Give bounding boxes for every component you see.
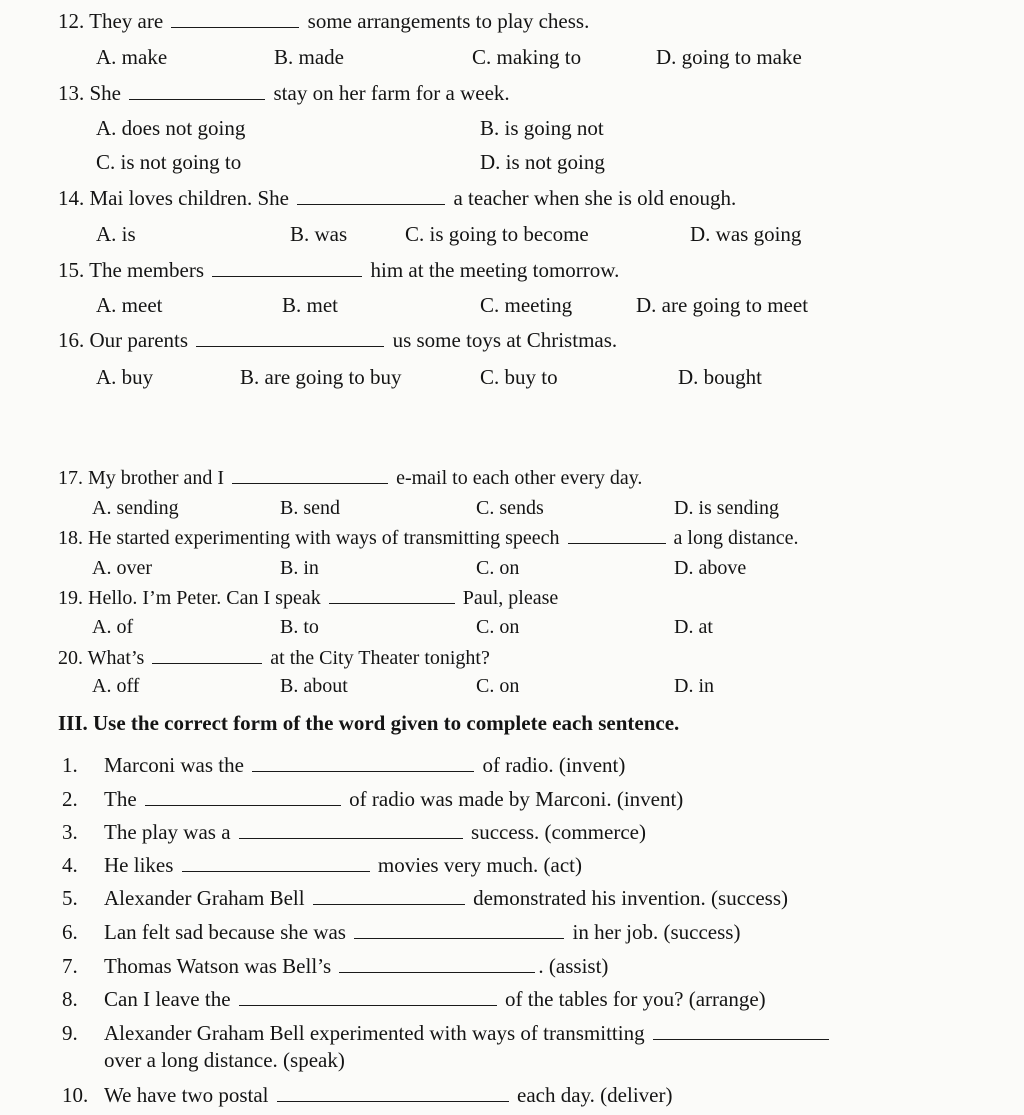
answer-blank[interactable] (339, 954, 535, 973)
option-d[interactable]: D. was going (690, 222, 802, 246)
exercise-text: We have two postal (104, 1083, 269, 1107)
question-16 (58, 327, 617, 353)
exercise-9-continued: over a long distance. (speak) (104, 1048, 345, 1072)
question-13 (58, 80, 510, 106)
question-text: some arrangements to play chess. (307, 9, 590, 33)
exercise-number: 9. (62, 1021, 78, 1045)
question-text: What’s (87, 647, 145, 669)
exercise-text: success. (commerce) (471, 820, 646, 844)
question-number: 13. (58, 81, 85, 105)
question-text: him at the meeting tomorrow. (370, 258, 620, 282)
exercise-number: 7. (62, 954, 78, 978)
question-number: 20. (58, 647, 83, 669)
option-b[interactable]: B. are going to buy (240, 365, 402, 389)
exercise-number: 8. (62, 987, 78, 1011)
option-d[interactable]: D. in (674, 675, 714, 697)
exercise-text: of radio was made by Marconi. (invent) (349, 787, 684, 811)
option-d[interactable]: D. is not going (480, 150, 605, 174)
exercise-text: Alexander Graham Bell (104, 886, 305, 910)
exercise-number: 5. (62, 886, 78, 910)
exercise-7 (62, 953, 608, 979)
option-b[interactable]: B. was (290, 222, 348, 246)
answer-blank[interactable] (129, 81, 265, 100)
exercise-text: in her job. (success) (572, 920, 741, 944)
exercise-9 (62, 1020, 832, 1046)
option-a[interactable]: A. is (96, 222, 136, 246)
question-number: 19. (58, 587, 83, 609)
answer-blank[interactable] (568, 525, 666, 544)
section-heading: III. Use the correct form of the word given to complete each sentence. (58, 711, 680, 735)
question-number: 16. (58, 328, 85, 352)
exercise-3 (62, 819, 646, 845)
option-a[interactable]: A. buy (96, 365, 154, 389)
option-b[interactable]: B. to (280, 616, 319, 638)
question-14 (58, 185, 736, 211)
question-text: Mai loves children. She (89, 186, 289, 210)
option-c[interactable]: C. making to (472, 45, 582, 69)
question-text: at the City Theater tonight? (270, 647, 490, 669)
question-18 (58, 525, 799, 551)
exercise-text: Can I leave the (104, 987, 231, 1011)
option-c[interactable]: C. on (476, 675, 520, 697)
exercise-text: of the tables for you? (arrange) (505, 987, 766, 1011)
option-d[interactable]: D. above (674, 557, 747, 579)
question-number: 12. (58, 9, 85, 33)
question-number: 17. (58, 467, 83, 489)
question-text: He started experimenting with ways of transmitting speech (88, 527, 560, 549)
answer-blank[interactable] (354, 920, 564, 939)
question-text: us some toys at Christmas. (392, 328, 618, 352)
answer-blank[interactable] (297, 186, 445, 205)
question-text: The members (89, 258, 204, 282)
exercise-text: . (assist) (538, 954, 609, 978)
answer-blank[interactable] (182, 853, 370, 872)
exercise-8 (62, 986, 766, 1012)
question-12 (58, 8, 589, 34)
question-text: Our parents (89, 328, 189, 352)
option-d[interactable]: D. going to make (656, 45, 802, 69)
exercise-10 (62, 1082, 672, 1108)
option-d[interactable]: D. bought (678, 365, 762, 389)
exercise-text: Marconi was the (104, 753, 244, 777)
exercise-2 (62, 786, 683, 812)
option-b[interactable]: B. in (280, 557, 319, 579)
option-a[interactable]: A. of (92, 616, 134, 638)
question-text: They are (89, 9, 164, 33)
question-15 (58, 257, 619, 283)
answer-blank[interactable] (171, 9, 299, 28)
exercise-number: 4. (62, 853, 78, 877)
exercise-text: The play was a (104, 820, 231, 844)
answer-blank[interactable] (277, 1083, 509, 1102)
question-text: Hello. I’m Peter. Can I speak (88, 587, 321, 609)
option-c[interactable]: C. is not going to (96, 150, 242, 174)
exercise-text: of radio. (invent) (482, 753, 626, 777)
option-a[interactable]: A. meet (96, 293, 163, 317)
exercise-number: 6. (62, 920, 78, 944)
option-b[interactable]: B. made (274, 45, 344, 69)
answer-blank[interactable] (313, 886, 465, 905)
answer-blank[interactable] (196, 328, 384, 347)
option-d[interactable]: D. are going to meet (636, 293, 809, 317)
option-d[interactable]: D. at (674, 616, 713, 638)
option-c[interactable]: C. sends (476, 497, 544, 519)
option-d[interactable]: D. is sending (674, 497, 779, 519)
question-text: e-mail to each other every day. (396, 467, 643, 489)
exercise-text: each day. (deliver) (517, 1083, 673, 1107)
exercise-text: Lan felt sad because she was (104, 920, 346, 944)
option-a[interactable]: A. does not going (96, 116, 246, 140)
exercise-number: 1. (62, 753, 78, 777)
exercise-4 (62, 852, 582, 878)
option-c[interactable]: C. is going to become (405, 222, 589, 246)
option-b[interactable]: B. met (282, 293, 338, 317)
option-c[interactable]: C. on (476, 616, 520, 638)
option-b[interactable]: B. about (280, 675, 348, 697)
exercise-text: Alexander Graham Bell experimented with ways of transmitting (104, 1021, 645, 1045)
option-b[interactable]: B. send (280, 497, 340, 519)
exercise-text: The (104, 787, 137, 811)
option-a[interactable]: A. make (96, 45, 168, 69)
question-text: Paul, please (462, 587, 559, 609)
question-text: My brother and I (88, 467, 225, 489)
option-c[interactable]: C. buy to (480, 365, 558, 389)
question-20 (58, 645, 490, 671)
exercise-5 (62, 885, 788, 911)
question-text: a long distance. (673, 527, 799, 549)
answer-blank[interactable] (239, 987, 497, 1006)
question-text: stay on her farm for a week. (273, 81, 510, 105)
question-19 (58, 585, 558, 611)
question-text: She (89, 81, 121, 105)
exercise-1 (62, 752, 625, 778)
option-c[interactable]: C. on (476, 557, 520, 579)
answer-blank[interactable] (152, 645, 262, 664)
exercise-number: 3. (62, 820, 78, 844)
question-number: 15. (58, 258, 85, 282)
option-a[interactable]: A. off (92, 675, 140, 697)
option-c[interactable]: C. meeting (480, 293, 573, 317)
exercise-number: 10. (62, 1083, 89, 1107)
exercise-number: 2. (62, 787, 78, 811)
option-a[interactable]: A. over (92, 557, 152, 579)
answer-blank[interactable] (252, 753, 474, 772)
question-17 (58, 465, 642, 491)
answer-blank[interactable] (212, 258, 362, 277)
answer-blank[interactable] (239, 820, 463, 839)
option-a[interactable]: A. sending (92, 497, 179, 519)
exercise-6 (62, 919, 740, 945)
exercise-text: He likes (104, 853, 174, 877)
question-text: a teacher when she is old enough. (453, 186, 737, 210)
answer-blank[interactable] (653, 1021, 829, 1040)
question-number: 18. (58, 527, 83, 549)
exercise-text: Thomas Watson was Bell’s (104, 954, 332, 978)
answer-blank[interactable] (145, 787, 341, 806)
exercise-text: movies very much. (act) (377, 853, 582, 877)
question-number: 14. (58, 186, 85, 210)
option-b[interactable]: B. is going not (480, 116, 604, 140)
answer-blank[interactable] (329, 585, 455, 604)
answer-blank[interactable] (232, 465, 388, 484)
exercise-text: demonstrated his invention. (success) (473, 886, 789, 910)
